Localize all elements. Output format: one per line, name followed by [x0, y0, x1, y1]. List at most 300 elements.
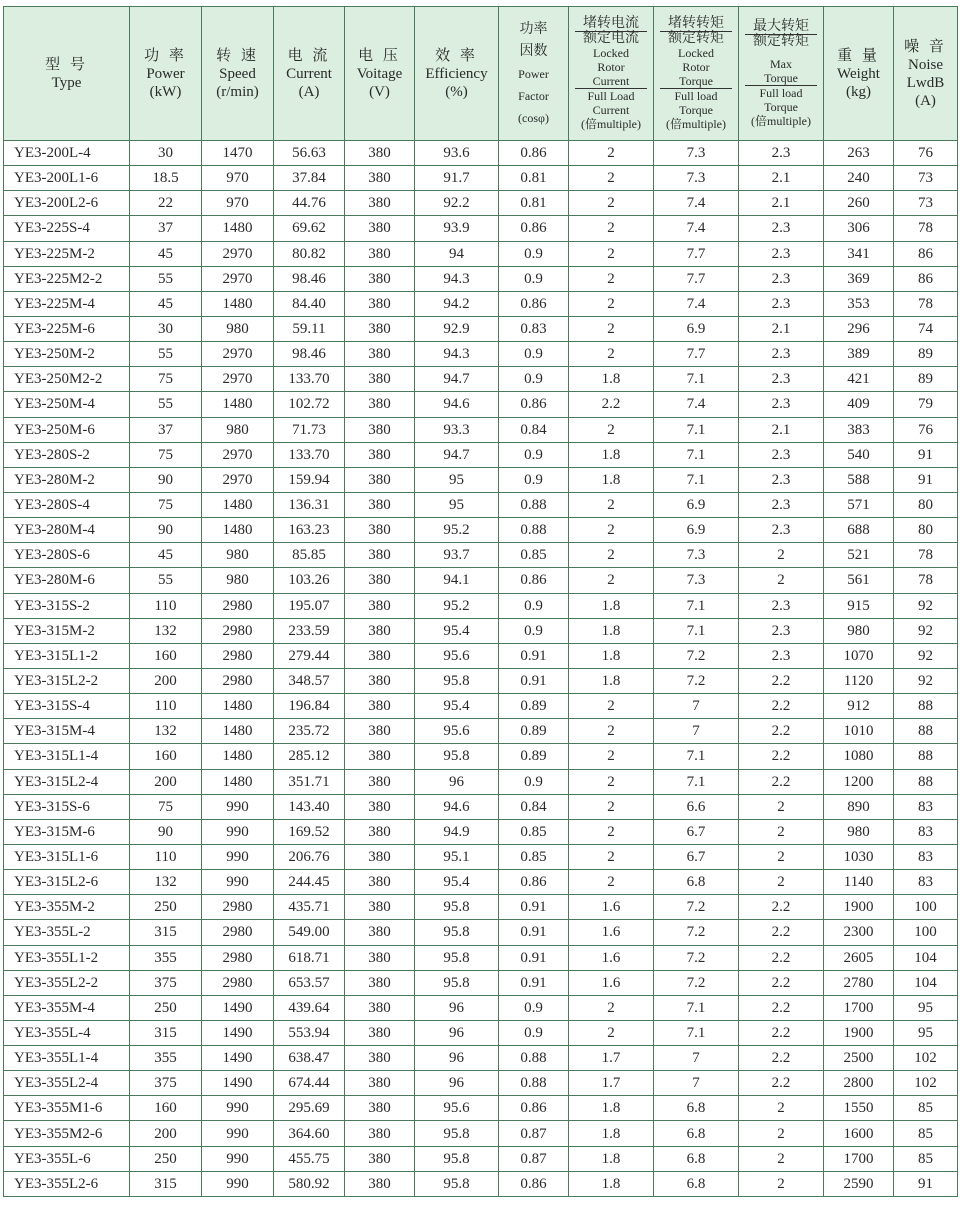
model-cell: YE3-280S-4	[4, 492, 130, 517]
table-cell: 380	[345, 794, 415, 819]
table-cell: 0.9	[499, 593, 569, 618]
model-cell: YE3-315M-2	[4, 618, 130, 643]
table-cell: 73	[894, 191, 958, 216]
table-cell: 0.9	[499, 1020, 569, 1045]
model-cell: YE3-225S-4	[4, 216, 130, 241]
table-cell: 79	[894, 392, 958, 417]
table-cell: 195.07	[274, 593, 345, 618]
table-cell: 7.1	[654, 769, 739, 794]
table-cell: 95	[894, 995, 958, 1020]
table-cell: 2	[569, 694, 654, 719]
table-row	[4, 1121, 958, 1146]
table-cell: 95.8	[415, 744, 499, 769]
table-cell: 380	[345, 1071, 415, 1096]
table-cell: 0.88	[499, 492, 569, 517]
table-row	[4, 643, 958, 668]
table-cell: 7.4	[654, 392, 739, 417]
table-cell: 2.3	[739, 291, 824, 316]
model-cell: YE3-355M2-6	[4, 1121, 130, 1146]
header-locked-rotor-torque: 堵转转矩 额定转矩 Locked Rotor Torque Full load Torque (倍multiple)	[654, 7, 739, 141]
table-cell: 75	[130, 442, 202, 467]
table-cell: 104	[894, 970, 958, 995]
table-cell: 2970	[202, 367, 274, 392]
table-cell: 133.70	[274, 367, 345, 392]
table-cell: 0.88	[499, 518, 569, 543]
table-cell: 2	[569, 844, 654, 869]
table-cell: 2.2	[739, 1071, 824, 1096]
table-row	[4, 568, 958, 593]
table-cell: 380	[345, 291, 415, 316]
table-row	[4, 769, 958, 794]
table-cell: 2590	[824, 1171, 894, 1196]
table-cell: 1010	[824, 719, 894, 744]
table-cell: 380	[345, 568, 415, 593]
table-cell: 95.4	[415, 618, 499, 643]
table-cell: 0.86	[499, 1171, 569, 1196]
table-cell: 353	[824, 291, 894, 316]
table-cell: 95.6	[415, 1096, 499, 1121]
table-cell: 200	[130, 668, 202, 693]
table-cell: 0.81	[499, 166, 569, 191]
table-cell: 380	[345, 844, 415, 869]
table-cell: 92.9	[415, 316, 499, 341]
table-cell: 380	[345, 166, 415, 191]
table-cell: 355	[130, 1046, 202, 1071]
table-cell: 1.6	[569, 895, 654, 920]
table-cell: 7.1	[654, 417, 739, 442]
table-cell: 78	[894, 216, 958, 241]
model-cell: YE3-250M-4	[4, 392, 130, 417]
table-cell: 94.9	[415, 819, 499, 844]
table-cell: 94.6	[415, 392, 499, 417]
table-cell: 0.9	[499, 342, 569, 367]
table-row	[4, 367, 958, 392]
header-voltage: 电 压 Voitage (V)	[345, 7, 415, 141]
table-cell: 383	[824, 417, 894, 442]
table-cell: 90	[130, 819, 202, 844]
table-cell: 91	[894, 1171, 958, 1196]
table-row	[4, 844, 958, 869]
model-cell: YE3-315L1-4	[4, 744, 130, 769]
table-cell: 588	[824, 467, 894, 492]
table-cell: 233.59	[274, 618, 345, 643]
table-cell: 85	[894, 1121, 958, 1146]
table-cell: 78	[894, 543, 958, 568]
table-cell: 7.2	[654, 920, 739, 945]
table-cell: 94.7	[415, 442, 499, 467]
table-cell: 380	[345, 367, 415, 392]
table-cell: 2.2	[739, 945, 824, 970]
table-cell: 6.8	[654, 1121, 739, 1146]
table-cell: 7.3	[654, 166, 739, 191]
table-cell: 92	[894, 643, 958, 668]
table-cell: 380	[345, 1046, 415, 1071]
table-cell: 0.91	[499, 895, 569, 920]
table-cell: 348.57	[274, 668, 345, 693]
table-cell: 200	[130, 769, 202, 794]
table-cell: 2	[569, 1020, 654, 1045]
table-cell: 76	[894, 417, 958, 442]
table-cell: 88	[894, 769, 958, 794]
table-cell: 92	[894, 668, 958, 693]
table-cell: 94.2	[415, 291, 499, 316]
table-cell: 561	[824, 568, 894, 593]
table-cell: 244.45	[274, 870, 345, 895]
table-cell: 2.1	[739, 166, 824, 191]
table-cell: 380	[345, 945, 415, 970]
table-cell: 2.3	[739, 643, 824, 668]
table-cell: 380	[345, 970, 415, 995]
table-cell: 6.9	[654, 518, 739, 543]
table-cell: 2.2	[569, 392, 654, 417]
table-cell: 1030	[824, 844, 894, 869]
table-cell: 2.3	[739, 342, 824, 367]
model-cell: YE3-225M2-2	[4, 266, 130, 291]
table-cell: 7.7	[654, 342, 739, 367]
table-cell: 990	[202, 794, 274, 819]
table-cell: 2	[569, 744, 654, 769]
table-cell: 96	[415, 1071, 499, 1096]
table-cell: 1.6	[569, 945, 654, 970]
table-cell: 95.1	[415, 844, 499, 869]
table-cell: 132	[130, 618, 202, 643]
table-cell: 55	[130, 568, 202, 593]
table-cell: 380	[345, 191, 415, 216]
table-cell: 2	[569, 141, 654, 166]
table-cell: 7.4	[654, 191, 739, 216]
table-cell: 2300	[824, 920, 894, 945]
table-cell: 380	[345, 668, 415, 693]
table-cell: 206.76	[274, 844, 345, 869]
model-cell: YE3-315L2-4	[4, 769, 130, 794]
table-cell: 2	[569, 316, 654, 341]
table-cell: 2970	[202, 342, 274, 367]
table-cell: 0.9	[499, 241, 569, 266]
table-cell: 75	[130, 492, 202, 517]
table-cell: 1.8	[569, 668, 654, 693]
table-cell: 104	[894, 945, 958, 970]
table-cell: 2.2	[739, 895, 824, 920]
table-cell: 1490	[202, 1020, 274, 1045]
table-cell: 990	[202, 1121, 274, 1146]
table-cell: 90	[130, 467, 202, 492]
table-cell: 1.6	[569, 920, 654, 945]
table-cell: 0.86	[499, 291, 569, 316]
table-cell: 200	[130, 1121, 202, 1146]
table-cell: 1.8	[569, 442, 654, 467]
table-cell: 1.8	[569, 1146, 654, 1171]
table-cell: 18.5	[130, 166, 202, 191]
table-cell: 90	[130, 518, 202, 543]
model-cell: YE3-280S-6	[4, 543, 130, 568]
table-cell: 380	[345, 1171, 415, 1196]
table-row	[4, 1096, 958, 1121]
table-cell: 380	[345, 643, 415, 668]
table-cell: 1.7	[569, 1046, 654, 1071]
table-cell: 94.3	[415, 342, 499, 367]
table-cell: 380	[345, 442, 415, 467]
table-cell: 85	[894, 1096, 958, 1121]
table-cell: 2	[569, 518, 654, 543]
table-cell: 7.1	[654, 442, 739, 467]
table-row	[4, 794, 958, 819]
table-cell: 95.8	[415, 920, 499, 945]
table-cell: 95	[415, 492, 499, 517]
model-cell: YE3-355L-6	[4, 1146, 130, 1171]
table-cell: 2970	[202, 241, 274, 266]
table-cell: 0.85	[499, 844, 569, 869]
table-cell: 380	[345, 543, 415, 568]
table-cell: 7.1	[654, 995, 739, 1020]
table-cell: 22	[130, 191, 202, 216]
table-cell: 7	[654, 1046, 739, 1071]
table-cell: 80	[894, 518, 958, 543]
table-cell: 95.8	[415, 668, 499, 693]
table-cell: 2	[739, 568, 824, 593]
table-row	[4, 694, 958, 719]
table-cell: 83	[894, 819, 958, 844]
table-cell: 250	[130, 995, 202, 1020]
table-cell: 143.40	[274, 794, 345, 819]
table-cell: 0.9	[499, 995, 569, 1020]
table-row	[4, 216, 958, 241]
table-cell: 2	[569, 794, 654, 819]
model-cell: YE3-200L1-6	[4, 166, 130, 191]
table-cell: 75	[130, 367, 202, 392]
table-cell: 7.1	[654, 593, 739, 618]
table-cell: 2.2	[739, 995, 824, 1020]
table-cell: 540	[824, 442, 894, 467]
table-cell: 2	[739, 1096, 824, 1121]
table-cell: 315	[130, 920, 202, 945]
table-cell: 7.7	[654, 266, 739, 291]
table-cell: 95.6	[415, 643, 499, 668]
table-cell: 102	[894, 1046, 958, 1071]
table-cell: 160	[130, 643, 202, 668]
table-cell: 6.9	[654, 492, 739, 517]
table-cell: 92	[894, 593, 958, 618]
header-row	[4, 7, 958, 141]
table-cell: 2	[569, 417, 654, 442]
table-cell: 2.3	[739, 392, 824, 417]
table-cell: 1480	[202, 492, 274, 517]
table-cell: 380	[345, 593, 415, 618]
table-cell: 2980	[202, 618, 274, 643]
table-cell: 7	[654, 694, 739, 719]
table-cell: 1480	[202, 694, 274, 719]
table-cell: 95.8	[415, 1171, 499, 1196]
table-cell: 1480	[202, 769, 274, 794]
table-cell: 44.76	[274, 191, 345, 216]
table-cell: 2	[569, 719, 654, 744]
table-cell: 1900	[824, 895, 894, 920]
table-cell: 136.31	[274, 492, 345, 517]
table-cell: 521	[824, 543, 894, 568]
table-cell: 2800	[824, 1071, 894, 1096]
model-cell: YE3-280M-2	[4, 467, 130, 492]
table-cell: 380	[345, 141, 415, 166]
table-cell: 69.62	[274, 216, 345, 241]
table-cell: 6.8	[654, 1096, 739, 1121]
table-cell: 78	[894, 291, 958, 316]
table-cell: 2980	[202, 668, 274, 693]
table-cell: 1.8	[569, 643, 654, 668]
table-row	[4, 141, 958, 166]
table-cell: 2.2	[739, 694, 824, 719]
table-cell: 2.3	[739, 266, 824, 291]
table-cell: 2	[569, 769, 654, 794]
table-cell: 2	[569, 568, 654, 593]
table-cell: 1200	[824, 769, 894, 794]
table-cell: 2.1	[739, 191, 824, 216]
table-cell: 6.6	[654, 794, 739, 819]
model-cell: YE3-315M-4	[4, 719, 130, 744]
table-cell: 2	[569, 241, 654, 266]
table-cell: 75	[130, 794, 202, 819]
table-cell: 279.44	[274, 643, 345, 668]
table-cell: 1480	[202, 291, 274, 316]
model-cell: YE3-250M-6	[4, 417, 130, 442]
table-cell: 94	[415, 241, 499, 266]
table-cell: 30	[130, 316, 202, 341]
table-cell: 970	[202, 191, 274, 216]
header-type: 型 号 Type	[4, 7, 130, 141]
table-cell: 95	[415, 467, 499, 492]
table-cell: 2.3	[739, 241, 824, 266]
table-cell: 2.3	[739, 492, 824, 517]
model-cell: YE3-355L1-4	[4, 1046, 130, 1071]
model-cell: YE3-355M-2	[4, 895, 130, 920]
table-cell: 980	[202, 543, 274, 568]
table-cell: 1.8	[569, 618, 654, 643]
table-cell: 1.8	[569, 1121, 654, 1146]
table-cell: 1.8	[569, 1096, 654, 1121]
table-cell: 1490	[202, 1046, 274, 1071]
table-cell: 95.8	[415, 1121, 499, 1146]
table-cell: 93.9	[415, 216, 499, 241]
table-cell: 88	[894, 694, 958, 719]
table-row	[4, 870, 958, 895]
table-cell: 638.47	[274, 1046, 345, 1071]
model-cell: YE3-225M-2	[4, 241, 130, 266]
table-cell: 0.86	[499, 568, 569, 593]
model-cell: YE3-315S-6	[4, 794, 130, 819]
table-cell: 7.3	[654, 141, 739, 166]
model-cell: YE3-315S-4	[4, 694, 130, 719]
table-row	[4, 668, 958, 693]
table-cell: 2.2	[739, 769, 824, 794]
table-cell: 95.8	[415, 895, 499, 920]
table-cell: 260	[824, 191, 894, 216]
table-cell: 45	[130, 291, 202, 316]
table-cell: 30	[130, 141, 202, 166]
table-cell: 380	[345, 769, 415, 794]
table-cell: 110	[130, 593, 202, 618]
table-cell: 990	[202, 844, 274, 869]
model-cell: YE3-355L1-2	[4, 945, 130, 970]
table-cell: 93.7	[415, 543, 499, 568]
table-cell: 0.9	[499, 266, 569, 291]
table-cell: 2	[739, 870, 824, 895]
table-cell: 380	[345, 1146, 415, 1171]
table-cell: 380	[345, 492, 415, 517]
table-cell: 2	[739, 543, 824, 568]
model-cell: YE3-355L-2	[4, 920, 130, 945]
table-cell: 2980	[202, 945, 274, 970]
table-cell: 0.9	[499, 367, 569, 392]
table-cell: 0.88	[499, 1071, 569, 1096]
table-cell: 0.91	[499, 920, 569, 945]
table-cell: 2	[569, 216, 654, 241]
table-cell: 2980	[202, 643, 274, 668]
model-cell: YE3-355M1-6	[4, 1096, 130, 1121]
table-cell: 45	[130, 543, 202, 568]
table-cell: 0.85	[499, 543, 569, 568]
table-cell: 351.71	[274, 769, 345, 794]
model-cell: YE3-355L2-4	[4, 1071, 130, 1096]
table-cell: 92	[894, 618, 958, 643]
table-row	[4, 945, 958, 970]
table-cell: 0.84	[499, 794, 569, 819]
table-cell: 2.2	[739, 744, 824, 769]
table-cell: 455.75	[274, 1146, 345, 1171]
table-cell: 571	[824, 492, 894, 517]
table-cell: 2970	[202, 442, 274, 467]
table-cell: 380	[345, 719, 415, 744]
table-cell: 102.72	[274, 392, 345, 417]
table-cell: 990	[202, 1146, 274, 1171]
table-cell: 2500	[824, 1046, 894, 1071]
table-cell: 0.86	[499, 216, 569, 241]
table-cell: 580.92	[274, 1171, 345, 1196]
model-cell: YE3-315S-2	[4, 593, 130, 618]
table-cell: 7	[654, 719, 739, 744]
header-locked-rotor-current: 堵转电流 额定电流 Locked Rotor Current Full Load Current (倍multiple)	[569, 7, 654, 141]
header-power: 功 率 Power (kW)	[130, 7, 202, 141]
table-row	[4, 266, 958, 291]
table-cell: 1080	[824, 744, 894, 769]
table-cell: 1480	[202, 744, 274, 769]
table-cell: 7.3	[654, 568, 739, 593]
table-cell: 285.12	[274, 744, 345, 769]
table-cell: 915	[824, 593, 894, 618]
table-cell: 250	[130, 1146, 202, 1171]
table-cell: 96	[415, 995, 499, 1020]
table-cell: 553.94	[274, 1020, 345, 1045]
table-cell: 0.86	[499, 1096, 569, 1121]
table-cell: 0.87	[499, 1121, 569, 1146]
table-cell: 380	[345, 995, 415, 1020]
table-cell: 0.91	[499, 643, 569, 668]
table-cell: 7.4	[654, 216, 739, 241]
model-cell: YE3-315L1-2	[4, 643, 130, 668]
header-current: 电 流 Current (A)	[274, 7, 345, 141]
table-cell: 91.7	[415, 166, 499, 191]
table-cell: 74	[894, 316, 958, 341]
table-cell: 2980	[202, 593, 274, 618]
table-cell: 159.94	[274, 467, 345, 492]
table-cell: 2.2	[739, 1046, 824, 1071]
table-cell: 0.91	[499, 970, 569, 995]
table-cell: 380	[345, 1020, 415, 1045]
model-cell: YE3-250M-2	[4, 342, 130, 367]
table-cell: 7.1	[654, 744, 739, 769]
table-cell: 653.57	[274, 970, 345, 995]
table-cell: 355	[130, 945, 202, 970]
table-cell: 37.84	[274, 166, 345, 191]
table-cell: 380	[345, 467, 415, 492]
table-cell: 0.91	[499, 668, 569, 693]
